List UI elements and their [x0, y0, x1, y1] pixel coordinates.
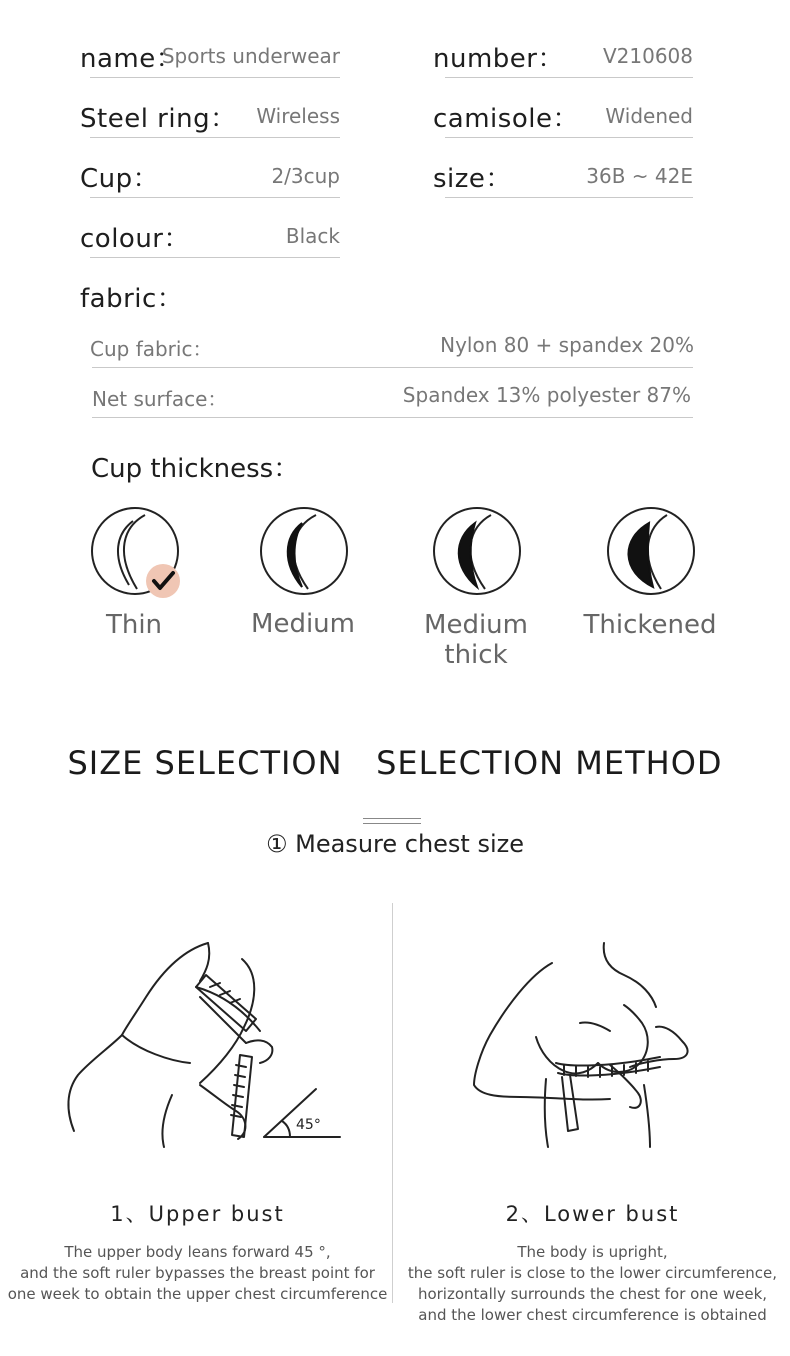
medium-cup-icon[interactable]	[260, 507, 348, 595]
divider	[90, 77, 340, 78]
check-icon	[146, 564, 180, 598]
divider	[445, 77, 693, 78]
size-label: size：	[433, 164, 512, 194]
steel-ring-value: Wireless	[256, 104, 340, 128]
net-surface-value: Spandex 13% polyester 87%	[402, 383, 691, 407]
divider	[90, 257, 340, 258]
lower-bust-title: 2、Lower bust	[505, 1202, 680, 1226]
cup-value: 2/3cup	[271, 164, 340, 188]
cup-fabric-value: Nylon 80 + spandex 20%	[440, 333, 694, 357]
thickness-label-medium-thick: Medium thick	[424, 610, 528, 670]
lower-bust-description: The body is upright, the soft ruler is close to the lower circumference, horizontally surrounds the chest for one week, and the lower chest circumference is obtained	[407, 1243, 778, 1324]
divider	[90, 137, 340, 138]
colour-value: Black	[285, 224, 340, 248]
upper-bust-title: 1、Upper bust	[110, 1202, 285, 1226]
thickness-label-thin: Thin	[105, 610, 163, 640]
fabric-label: fabric：	[80, 284, 184, 314]
number-label: number：	[433, 44, 564, 74]
divider	[445, 197, 693, 198]
divider	[445, 137, 693, 138]
camisole-value: Widened	[605, 104, 693, 128]
heading-divider	[363, 818, 421, 824]
net-surface-label: Net surface：	[92, 387, 228, 411]
divider	[92, 417, 693, 418]
lower-bust-illustration	[460, 935, 700, 1155]
colour-label: colour：	[80, 224, 191, 254]
name-label: name：	[80, 44, 183, 74]
thickness-label-thickened: Thickened	[583, 610, 717, 640]
thickness-label-medium: Medium	[251, 609, 355, 639]
upper-bust-illustration	[60, 935, 350, 1155]
cup-label: Cup：	[80, 164, 160, 194]
divider	[90, 197, 340, 198]
steel-ring-label: Steel ring：	[80, 104, 237, 134]
thickened-cup-icon[interactable]	[607, 507, 695, 595]
size-value: 36B ~ 42E	[586, 164, 693, 188]
divider	[92, 367, 693, 368]
medium-thick-cup-icon[interactable]	[433, 507, 521, 595]
cup-fabric-label: Cup fabric：	[90, 337, 213, 361]
size-selection-heading: SIZE SELECTION SELECTION METHOD	[67, 744, 723, 782]
camisole-label: camisole：	[433, 104, 579, 134]
upper-bust-description: The upper body leans forward 45 °, and the soft ruler bypasses the breast point for one week to obtain the upper chest circumference	[7, 1243, 388, 1303]
angle-label: 45°	[296, 1117, 321, 1133]
name-value: Sports underwear	[161, 44, 340, 68]
measure-step-title: ① Measure chest size	[265, 830, 525, 858]
cup-thickness-title: Cup thickness：	[91, 454, 300, 484]
number-value: V210608	[602, 44, 693, 68]
